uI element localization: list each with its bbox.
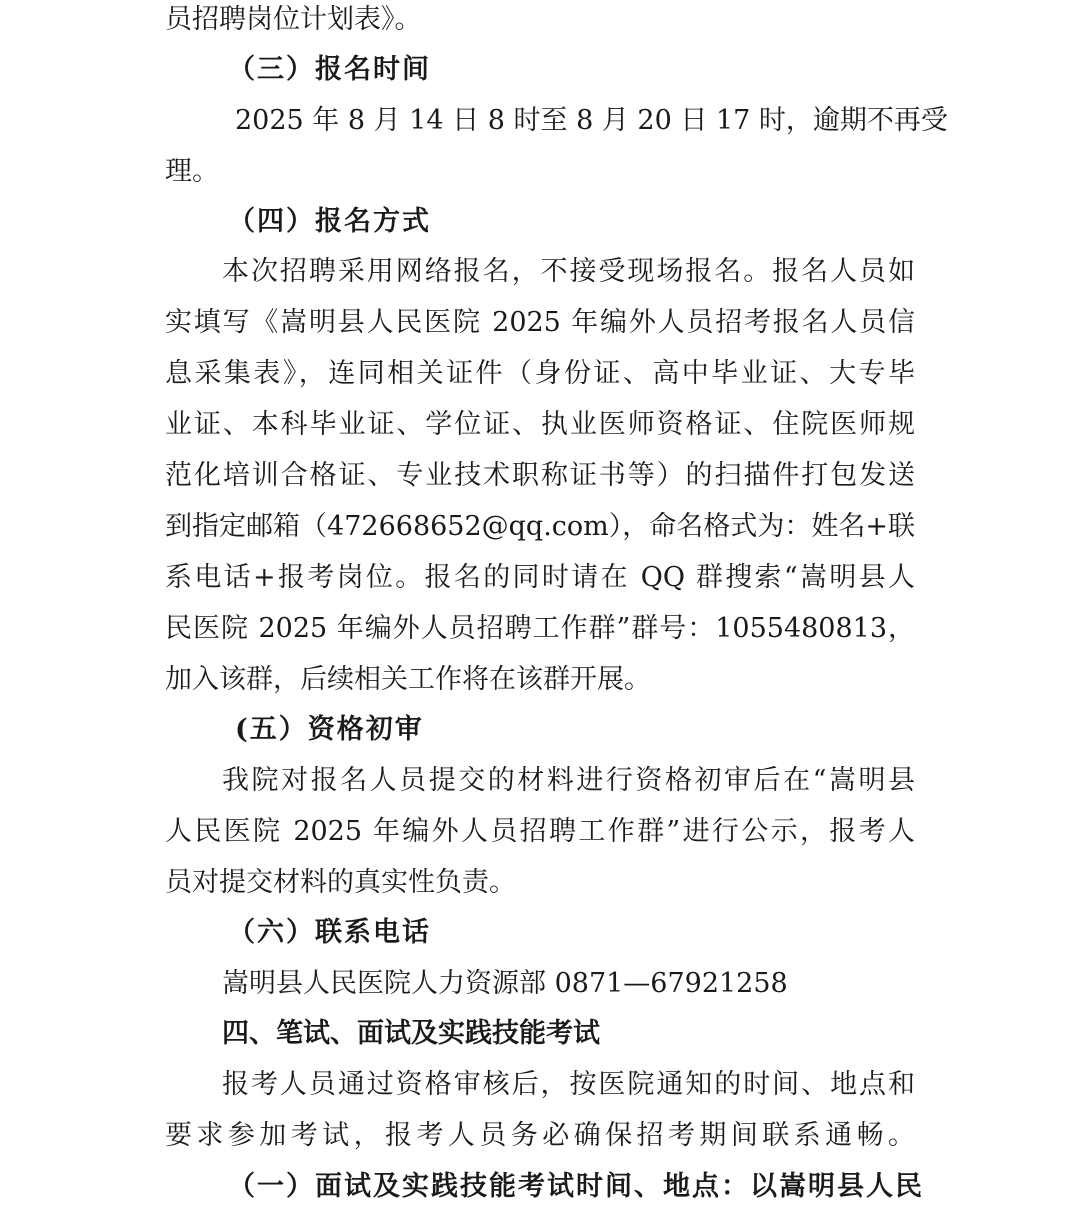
section-heading-qualification-review: (五）资格初审 xyxy=(235,714,424,745)
paragraph-line: 要求参加考试，报考人员务必确保招考期间联系通畅。 xyxy=(165,1120,915,1151)
section-heading-registration-time: （三）报名时间 xyxy=(228,54,431,85)
section-heading-interview-time-place: （一）面试及实践技能考试时间、地点：以嵩明县人民 xyxy=(228,1171,924,1202)
paragraph-line: 员对提交材料的真实性负责。 xyxy=(165,867,516,898)
section-heading-contact-phone: （六）联系电话 xyxy=(228,917,431,948)
section-heading-registration-method: （四）报名方式 xyxy=(228,206,431,237)
paragraph-line: 报考人员通过资格审核后，按医院通知的时间、地点和 xyxy=(222,1069,915,1100)
paragraph-line-qq-group: 民医院 2025 年编外人员招聘工作群”群号：1055480813， xyxy=(165,613,915,644)
paragraph-line: 业证、本科毕业证、学位证、执业医师资格证、住院医师规 xyxy=(165,409,915,440)
paragraph-line: 2025 年 8 月 14 日 8 时至 8 月 20 日 17 时，逾期不再受 xyxy=(235,105,948,136)
paragraph-line: 人民医院 2025 年编外人员招聘工作群”进行公示，报考人 xyxy=(165,816,915,847)
paragraph-line: 实填写《嵩明县人民医院 2025 年编外人员招考报名人员信 xyxy=(165,307,915,338)
paragraph-line: 理。 xyxy=(165,156,219,187)
paragraph-line: 范化培训合格证、专业技术职称证书等）的扫描件打包发送 xyxy=(165,460,915,491)
paragraph-line: 员招聘岗位计划表》。 xyxy=(165,4,422,35)
paragraph-line: 加入该群，后续相关工作将在该群开展。 xyxy=(165,664,651,695)
paragraph-line: 本次招聘采用网络报名，不接受现场报名。报名人员如 xyxy=(222,256,915,287)
contact-phone-line: 嵩明县人民医院人力资源部 0871—67921258 xyxy=(222,968,788,999)
paragraph-line: 我院对报名人员提交的材料进行资格初审后在“嵩明县 xyxy=(222,765,915,796)
paragraph-line-email: 到指定邮箱（472668652@qq.com），命名格式为：姓名+联 xyxy=(165,511,915,542)
paragraph-line: 息采集表》，连同相关证件（身份证、高中毕业证、大专毕 xyxy=(165,358,915,389)
paragraph-line: 系电话+报考岗位。报名的同时请在 QQ 群搜索“嵩明县人 xyxy=(165,562,915,593)
chapter-heading-exams: 四、笔试、面试及实践技能考试 xyxy=(222,1018,600,1049)
